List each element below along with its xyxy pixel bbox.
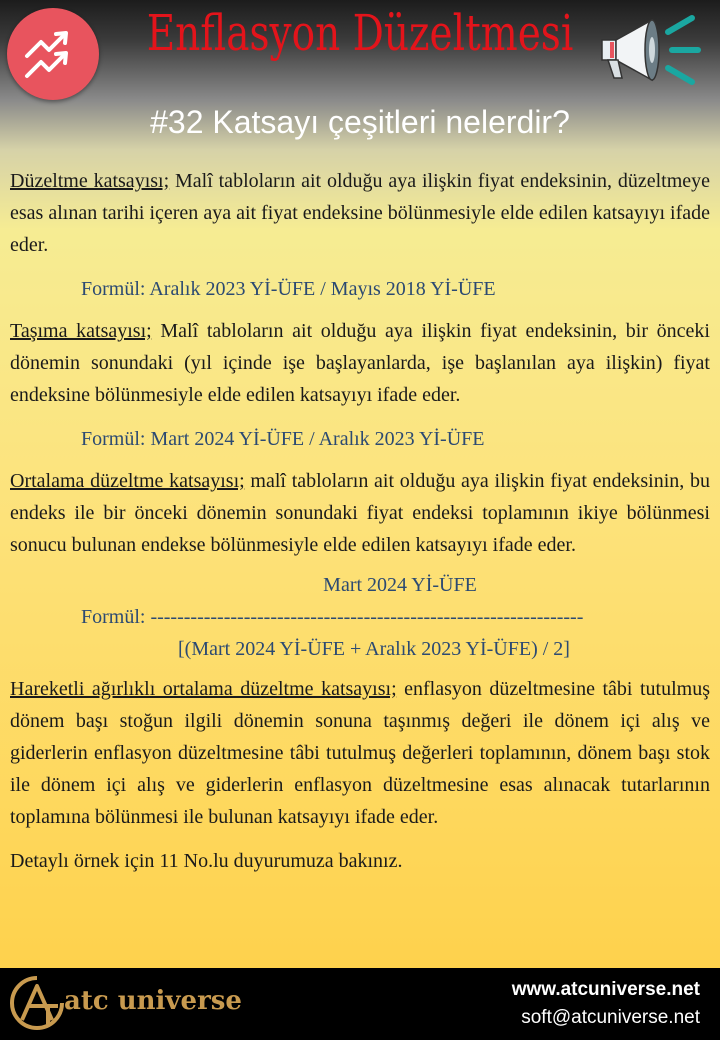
formula-denominator: [(Mart 2024 Yİ-ÜFE + Aralık 2023 Yİ-ÜFE) / 2] [178,638,570,660]
article-body [10,165,710,889]
formula-fraction-line: Formül: ----------------------------------------------------------------- [81,606,584,628]
formula-duzeltme: Formül: Aralık 2023 Yİ-ÜFE / Mayıs 2018 Yİ-ÜFE [81,278,496,300]
term-duzeltme: Düzeltme katsayısı; [10,170,170,192]
email-link[interactable]: soft@atcuniverse.net [521,1007,700,1028]
page-subtitle: #32 Katsayı çeşitleri nelerdir? [150,104,570,140]
formula-numerator: Mart 2024 Yİ-ÜFE [323,574,477,596]
paragraph-duzeltme [10,165,710,261]
paragraph-ortalama [10,465,710,561]
note-text: Detaylı örnek için 11 No.lu duyurumuza bakınız. [10,850,403,872]
paragraph-hareketli [10,673,710,833]
footer [0,968,720,1040]
website-link[interactable]: www.atcuniverse.net [511,979,700,1000]
definition-duzeltme: Malî tabloların ait olduğu aya ilişkin fiyat endeksinin, düzeltmeye esas alınan tarihi içeren aya ait fiyat endeksine bölünmesiyle elde edilen katsayıyı ifade eder. [10,170,711,256]
term-tasima: Taşıma katsayısı; [10,320,152,342]
brand-name: atc universe [64,986,242,1016]
definition-ortalama: malî tabloların ait olduğu aya ilişkin fiyat endeksinin, bu endeks ile bir önceki dönemin sonundaki fiyat endeksi toplamının ikiye bölünmesi sonucu bulunan endekse bölünmesiyle elde edilen katsayıyı ifade eder. [10,470,710,556]
contact-info [512,976,700,1032]
term-ortalama: Ortalama düzeltme katsayısı; [10,470,245,492]
paragraph-tasima [10,315,710,411]
term-hareketli: Hareketli ağırlıklı ortalama düzeltme katsayısı; [10,678,397,700]
definition-tasima: Malî tabloların ait olduğu aya ilişkin fiyat endeksinin, bir önceki dönemin sonundaki (yıl içinde işe başlayanlarda, işe başlanılan aya ilişkin) fiyat endeksine bölünmesiyle elde edilen katsayıyı ifade eder. [10,320,710,406]
page-title: Enflasyon Düzeltmesi [146,4,574,62]
header [0,0,720,150]
formula-tasima: Formül: Mart 2024 Yİ-ÜFE / Aralık 2023 Yİ-ÜFE [81,428,485,450]
megaphone-icon [594,10,706,95]
formula-ortalama [10,569,710,665]
atc-logo-icon [8,974,66,1037]
definition-hareketli: enflasyon düzeltmesine tâbi tutulmuş dönem başı stoğun ilgili dönemin sonuna taşınmış değeri ile dönem içi alış ve giderlerin enflasyon düzeltmesine tâbi tutulmuş değerleri toplamının, dönem başı stok ile dönem içi alış ve giderlerin enflasyon düzeltmesine esas alınacak tutarlarının toplamına bölünmesi ile bulunan katsayıyı ifade eder. [10,678,710,828]
